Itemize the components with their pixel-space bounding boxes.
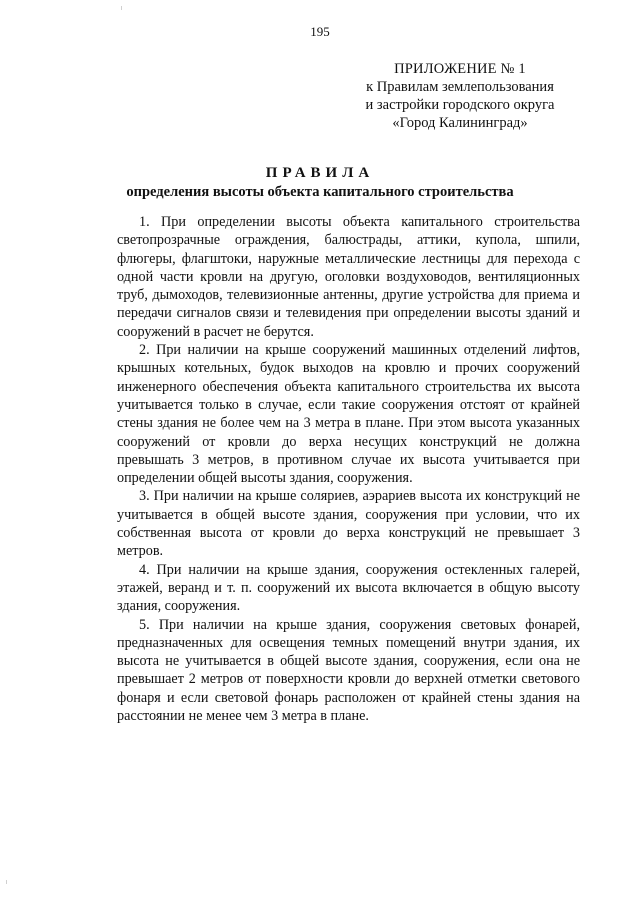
page-number: 195 [310,24,330,39]
heading-block [0,164,640,202]
paragraph-1: 1. При определении высоты объекта капитального строительства светопрозрачные ограждения, балюстрады, аттики, купола, шпили, флюгеры, флагштоки, наружные металлические лестницы для перехода с одной части кровли на другую, оголовки воздуховодов, вентиляционных труб, дымоходов, телевизионные антенны, другие устройства для приема и передачи сигналов связи и телевидения при определении высоты зданий и сооружений в расчет не берутся. [117,214,580,340]
scan-speck [6,880,7,884]
paragraph-2: 2. При наличии на крыше сооружений машинных отделений лифтов, крышных котельных, будок выходов на кровлю и прочих сооружений инженерного обеспечения объекта капитального строительства их высота учитывается только в случае, если такие сооружения отстоят от крайней стены здания не более чем на 3 метра в плане. При этом высота указанных сооружений от кровли до верха несущих конструкций не должна превышать 3 метров, в противном случае их высота учитывается при определении общей высоты здания, сооружения. [117,342,580,487]
scan-speck [121,6,122,10]
appendix-block [340,60,580,132]
appendix-line: к Правилам землепользования [366,79,554,95]
document-subtitle: определения высоты объекта капитального строительства [126,184,514,200]
appendix-line: «Город Калининград» [392,115,528,131]
document-title: ПРАВИЛА [265,165,375,181]
appendix-title: ПРИЛОЖЕНИЕ № 1 [394,61,526,77]
body-text [117,213,580,725]
paragraph-3: 3. При наличии на крыше соляриев, аэрариев высота их конструкций не учитывается в общей высоте здания, сооружения при условии, что их собственная высота от кровли до верха конструкций не превышает 3 метров. [117,488,580,560]
paragraph-5: 5. При наличии на крыше здания, сооружения световых фонарей, предназначенных для освещения темных помещений внутри здания, их высота не учитывается в общей высоте здания, сооружения, если она не превышает 2 метров от поверхности кровли до верхней отметки светового фонаря и если световой фонарь расположен от крайней стены здания на расстоянии не менее чем 3 метра в плане. [117,616,580,725]
paragraph-4: 4. При наличии на крыше здания, сооружения остекленных галерей, этажей, веранд и т. п. сооружений их высота включается в общую высоту здания, сооружения. [117,561,580,615]
appendix-line: и застройки городского округа [365,97,555,113]
